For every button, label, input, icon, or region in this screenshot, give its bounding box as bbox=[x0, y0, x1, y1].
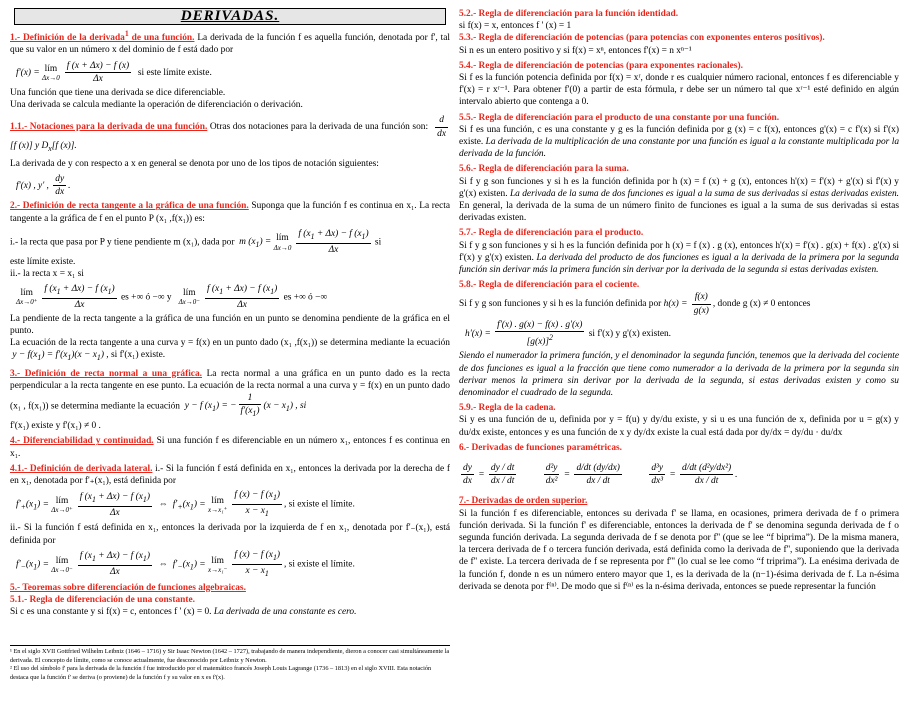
formula-vertical-tangent: lím Δx→0⁺ $\frac{f (x_1 + \Delta x) - f (x_1)}{\Delta x}$ es +∞ ó −∞ y lím Δx→0⁻ $\frac{f (x_1 + \Delta x) - f (x_1)}{\Delta x}$ es +∞ ó −∞ bbox=[16, 283, 328, 310]
formula-right-derivative: $f'_+(x_1)$ = lím Δx→0⁺ $\frac{f (x_1 + \Delta x) - f (x_1)}{\Delta x}$ ⇔ $f'_+(x_1)$ = lím x→x₁⁺ $\frac{f (x) - f (x_1)}{x - x_1}$ , si existe el límite. bbox=[16, 490, 355, 519]
section-3-title: 3.- Definición de recta normal a una gráfica. bbox=[10, 368, 203, 379]
section-5-1-text: Si c es una constante y si f(x) = c, entonces f ' (x) = 0. bbox=[10, 607, 212, 618]
section-4-1-text: i.- Si la función f está definida en x₁, entonces la derivada por la derecha de f en x₁, denotada por f'₊(x₁), está definida por bbox=[10, 463, 450, 486]
section-5-2-title bbox=[459, 8, 899, 20]
section-5-1 bbox=[10, 606, 450, 618]
section-2-text-3b: si f'(x₁) existe. bbox=[110, 350, 166, 361]
section-6-heading: 6.- Derivadas de funciones paramétricas. bbox=[459, 442, 623, 453]
formula-vertical-tangent-text-2: es +∞ ó −∞ bbox=[283, 291, 328, 302]
footnotes bbox=[10, 645, 450, 682]
section-5-6-italic: La derivada de la suma de dos funciones es igual a la suma de sus derivadas si estas derivadas existen. bbox=[509, 188, 899, 199]
section-1-1-title: 1.1.- Notaciones para la derivada de una función. bbox=[10, 122, 208, 133]
formula-notation-2: f'(x) , y' , $\frac{dy}{dx}$ . bbox=[16, 174, 71, 198]
section-5-7-text: Si f y g son funciones y si h es la función definida por h (x) = f (x) . g (x), entonces h'(x) = f'(x) . g(x) + f(x) . g'(x) si f'(x) y g'(x) existen. bbox=[459, 240, 899, 263]
section-5-3-heading: 5.3.- Regla de diferenciación de potencias (para potencias con exponentes enteros positivos). bbox=[459, 33, 825, 44]
section-5-7 bbox=[459, 240, 899, 277]
section-5-2-heading: 5.2.- Regla de diferenciación para la función identidad. bbox=[459, 9, 679, 19]
formula-left-derivative-cond: si existe el límite. bbox=[288, 559, 355, 570]
section-4 bbox=[10, 435, 450, 459]
left-column bbox=[10, 8, 450, 619]
section-5-7-italic: La derivada del producto de dos funciones es igual a la derivada de la primera por la segunda función sin derivar más la primera función sin derivar por la derivada de la segunda si estas derivadas existen. bbox=[459, 252, 899, 276]
formula-parametric: $\frac{dy}{dx}$ = $\frac{dy / dt}{dx / dt}$ $\frac{\text{d²y}}{\text{dx²}}$ = $\frac{d/dt (dy/dx)}{dx / dt}$ $\frac{\text{d³y}}{\text{dx³}}$ = $\frac{\text{d/dt (d²y/dx²)}}{dx / dt}$ . bbox=[463, 463, 738, 487]
section-5-5-title bbox=[459, 112, 899, 124]
formula-left-derivative: $f'_-(x_1)$ = lím Δx→0⁻ $\frac{f (x_1 + \Delta x) - f (x_1)}{\Delta x}$ ⇔ $f'_-(x_1)$ = lím x→x₁⁻ $\frac{f (x) - f (x_1)}{x - x_1}$ , si existe el límite. bbox=[16, 549, 355, 578]
section-5-6-title bbox=[459, 163, 899, 175]
section-5-8-heading: 5.8.- Regla de diferenciación para el cociente. bbox=[459, 280, 640, 291]
section-5-6-text-2: En general, la derivada de la suma de un número finito de funciones es igual a la suma de sus derivadas si estas derivadas existen. bbox=[459, 201, 899, 224]
formula-normal: y − f $(x_1)$ = − $\frac{1}{f'(x_1)}$ $(x - x_1)$ , si bbox=[182, 392, 307, 418]
section-5-3-text: Si n es un entero positivo y si f(x) = xⁿ, entonces f'(x) = n xⁿ⁻¹ bbox=[459, 45, 692, 56]
section-3 bbox=[10, 368, 450, 421]
section-1-note-1: Una función que tiene una derivada se dice diferenciable. bbox=[10, 87, 226, 98]
section-4-text: Si una función f es diferenciable en un número x₁, entonces f es continua en x₁. bbox=[10, 436, 450, 459]
section-1 bbox=[10, 28, 450, 57]
section-2-title: 2.- Definición de recta tangente a la gráfica de una función. bbox=[10, 201, 249, 212]
section-5-8-italic: Siendo el numerador la primera función, y el denominador la segunda función, tenemos que la derivada del cociente de dos funciones es igual a la fracción que tiene como numerador a la derivada de la primera por la segunda sin derivar menos la primera sin derivar por la derivada de la segunda, si estas derivadas existen y como su denominador el cuadrado de la segunda. bbox=[459, 351, 899, 399]
section-1-1-text-2: La derivada de y con respecto a x en general se denota por uno de los tipos de notación siguientes: bbox=[10, 158, 379, 169]
section-5-title bbox=[10, 582, 450, 594]
section-5-3-title bbox=[459, 32, 899, 44]
section-3-text: La recta normal a una gráfica en un punto dado es la recta perpendicular a la recta tangente en ese punto. La ecuación de la recta normal a una curva y = f(x) en un punto dado (x₁ , f(x₁)) se determina mediante la ecuación bbox=[10, 368, 451, 412]
section-6-title bbox=[459, 442, 899, 454]
section-5-1-title bbox=[10, 594, 450, 606]
page-title: DERIVADAS. bbox=[14, 8, 446, 25]
section-1-note-2: Una derivada se calcula mediante la operación de diferenciación o derivación. bbox=[10, 100, 303, 111]
section-5-6 bbox=[459, 176, 899, 225]
section-5-9-title bbox=[459, 402, 899, 414]
section-4-1-title: 4.1.- Definición de derivada lateral. bbox=[10, 463, 153, 474]
section-1-text: La derivada de la función f es aquella función, denotada por f', tal que su valor en un número x del dominio de f está dado por bbox=[10, 33, 450, 56]
section-4-1-item-ii: ii.- Si la función f está definida en x₁, entonces la derivada por la izquierda de f en x₁, denotada por f'₋(x₁), está definida por bbox=[10, 523, 450, 546]
formula-notation: $\frac{d}{dx}$ [f (x)] y $D_x[f$ (x)]. bbox=[10, 115, 447, 153]
section-5-1-heading: 5.1.- Regla de diferenciación de una constante. bbox=[10, 595, 195, 606]
section-2-text-3a: La ecuación de la recta tangente a una curva y = f(x) en un punto dado (x₁ ,f(x₁)) se determina mediante la ecuación bbox=[10, 338, 450, 349]
section-2-item-i-text: i.- la recta que pasa por P y tiene pendiente m (x₁), dada por bbox=[10, 237, 235, 248]
section-2-item-i-si: si bbox=[374, 237, 382, 248]
section-5-8-title bbox=[459, 279, 899, 291]
formula-derivative-definition: f'(x) = lím Δx→0 $\frac{f (x + \Delta x) - f (x)}{\Delta x}$ si este límite existe. bbox=[16, 60, 212, 84]
formula-quotient: h'(x) = $\frac{f'(x) . g(x) - f(x) . g'(x)}{[g(x)]^2}$ si f'(x) y g'(x) existen. bbox=[465, 319, 672, 348]
section-1-1-text: Otras dos notaciones para la derivada de una función son: bbox=[209, 122, 429, 133]
section-5-5-heading: 5.5.- Regla de diferenciación para el producto de una constante por una función. bbox=[459, 112, 780, 123]
section-5-5-italic: La derivada de la multiplicación de una constante por una función es igual a la constante multiplicada por la derivada de la función. bbox=[459, 137, 900, 160]
formula-right-derivative-cond: si existe el límite. bbox=[288, 499, 355, 510]
section-1-title: 1.- Definición de la derivada$^1$ de una función. bbox=[10, 29, 195, 44]
section-5-1-italic: La derivada de una constante es cero. bbox=[213, 607, 357, 618]
section-5-6-heading: 5.6.- Regla de diferenciación para la suma. bbox=[459, 164, 629, 175]
section-2-item-i bbox=[10, 228, 450, 256]
section-2-item-ii: ii.- la recta x = x₁ si bbox=[10, 269, 84, 280]
section-5-9-text: Si y es una función de u, definida por y = f(u) y dy/du existe, y si u es una función de x, definida por u = g(x) y du/dx existe, entonces y es una función de x y dy/dx existe la cual está dada por dy/dx = dy/du · du/dx bbox=[459, 415, 899, 438]
section-1-1 bbox=[10, 114, 450, 154]
section-2-text-3: La ecuación de la recta tangente a una curva y = f(x) en un punto dado (x₁ ,f(x₁)) se determina mediante la ecuación $y - f(x_1) = f'(x_1)(x - x_1)$ , si f'(x₁) existe. bbox=[10, 338, 450, 363]
section-2 bbox=[10, 200, 450, 224]
section-5-5 bbox=[459, 124, 899, 161]
section-7-title bbox=[459, 495, 899, 507]
section-5-8-text: Si f y g son funciones y si h es la función definida por bbox=[459, 299, 662, 310]
section-2-text-2: La pendiente de la recta tangente a la gráfica de una función en un punto se denomina pendiente de la gráfica en el punto. bbox=[10, 313, 450, 337]
section-5-4-heading: 5.4.- Regla de diferenciación de potencias (para exponentes racionales). bbox=[459, 60, 743, 71]
section-5-6-text: Si f y g son funciones y si h es la función definida por h (x) = f (x) + g (x), entonces h'(x) = f'(x) + g'(x) si f'(x) y g'(x) existen. bbox=[459, 176, 899, 199]
section-5-7-heading: 5.7.- Regla de diferenciación para el producto. bbox=[459, 228, 644, 239]
section-5-5-text: Si f es una función, c es una constante y g es la función definida por g (x) = c f(x), entonces g'(x) = c f'(x) si f'(x) existe. bbox=[459, 124, 899, 148]
section-4-title: 4.- Diferenciabilidad y continuidad. bbox=[10, 436, 154, 447]
section-5-4-text: Si f es la función potencia definida por f(x) = xʳ, donde r es cualquier número racional, entonces f es diferenciable y f'(x) = r xʳ⁻¹. Para obtener f'(0) a partir de esta fórmula, r debe ser un número tal que xʳ⁻¹ esté definido en algún intervalo abierto que contenga a 0. bbox=[459, 73, 899, 108]
footnote-2: ² El uso del símbolo f' para la derivada de la función f fue introducido por el matemático francés Joseph Louis Lagrange (1736 – 1813) en el siglo XVIII. Esta notación destaca que la función f' se deriva (o proviene) de la función f y su valor en x es f'(x). bbox=[10, 665, 432, 681]
formula-slope: m $(x_1)$ = lím Δx→0 $\frac{f (x_1 + \Delta x) - f (x_1)}{\Delta x}$ bbox=[236, 228, 369, 255]
section-5-7-title bbox=[459, 227, 899, 239]
section-5-4-title bbox=[459, 60, 899, 72]
section-5-8: Si f y g son funciones y si h es la función definida por h(x) = $\frac{f(x)}{g(x)}$ , donde g (x) ≠ 0 entonces bbox=[459, 292, 811, 316]
section-7-text: Si la función f es diferenciable, entonces su derivada f' se llama, en ocasiones, primera derivada de f o primera función derivada. Si la función f' es diferenciable, entonces la derivada de f' se denomina segunda derivada de f o segunda función derivada. La segunda derivada de f se denota por f'' (que se lee “f biprima”). De la misma manera, la tercera derivada de f o tercera función derivada, está definida como la derivada de f'', suponiendo que la derivada de f'' existe. La tercera derivada de f se representa por f''' (lo cual se lee como “f triprima”). La enésima derivada de la función f, donde n es un número entero mayor que 1, es la derivada de la (n−1)-ésima derivada de f. La n-ésima derivada se denota por f⁽ⁿ⁾. De modo que si f⁽ⁿ⁾ es la n-ésima derivada, entonces se puede representar la función bbox=[459, 508, 899, 592]
section-5-2-text: si f(x) = x, entonces f ' (x) = 1 bbox=[459, 21, 572, 32]
section-5-9-heading: 5.9.- Regla de la cadena. bbox=[459, 403, 556, 414]
formula-condition: si este límite existe. bbox=[137, 67, 212, 78]
section-7-heading: 7.- Derivadas de orden superior. bbox=[459, 496, 588, 507]
formula-quotient-cond: si f'(x) y g'(x) existen. bbox=[588, 328, 672, 339]
footnote-1: ¹ En el siglo XVII Gottfried Wilhelm Leibniz (1646 – 1716) y Sir Isaac Newton (1642 – 1727), trabajando de manera independiente, dieron a conocer casi simultáneamente la derivada. El concepto de límite, como se conoce actualmente, fue desconocido por Leibniz y Newton. bbox=[10, 648, 450, 664]
section-4-1 bbox=[10, 463, 450, 487]
section-2-item-i-cond: este límite existe. bbox=[10, 257, 76, 268]
section-2-text: Suponga que la función f es continua en x₁. La recta tangente a la gráfica de f en el punto P (x₁ ,f(x₁)) es: bbox=[10, 201, 451, 224]
right-column bbox=[459, 8, 899, 593]
section-5-heading: 5.- Teoremas sobre diferenciación de funciones algebraicas. bbox=[10, 582, 246, 593]
section-3-cond: f'(x₁) existe y f'(x₁) ≠ 0 . bbox=[10, 421, 101, 432]
formula-vertical-tangent-text: es +∞ ó −∞ y bbox=[121, 291, 172, 302]
section-5-8-text-2: , donde g (x) ≠ 0 entonces bbox=[712, 299, 811, 310]
